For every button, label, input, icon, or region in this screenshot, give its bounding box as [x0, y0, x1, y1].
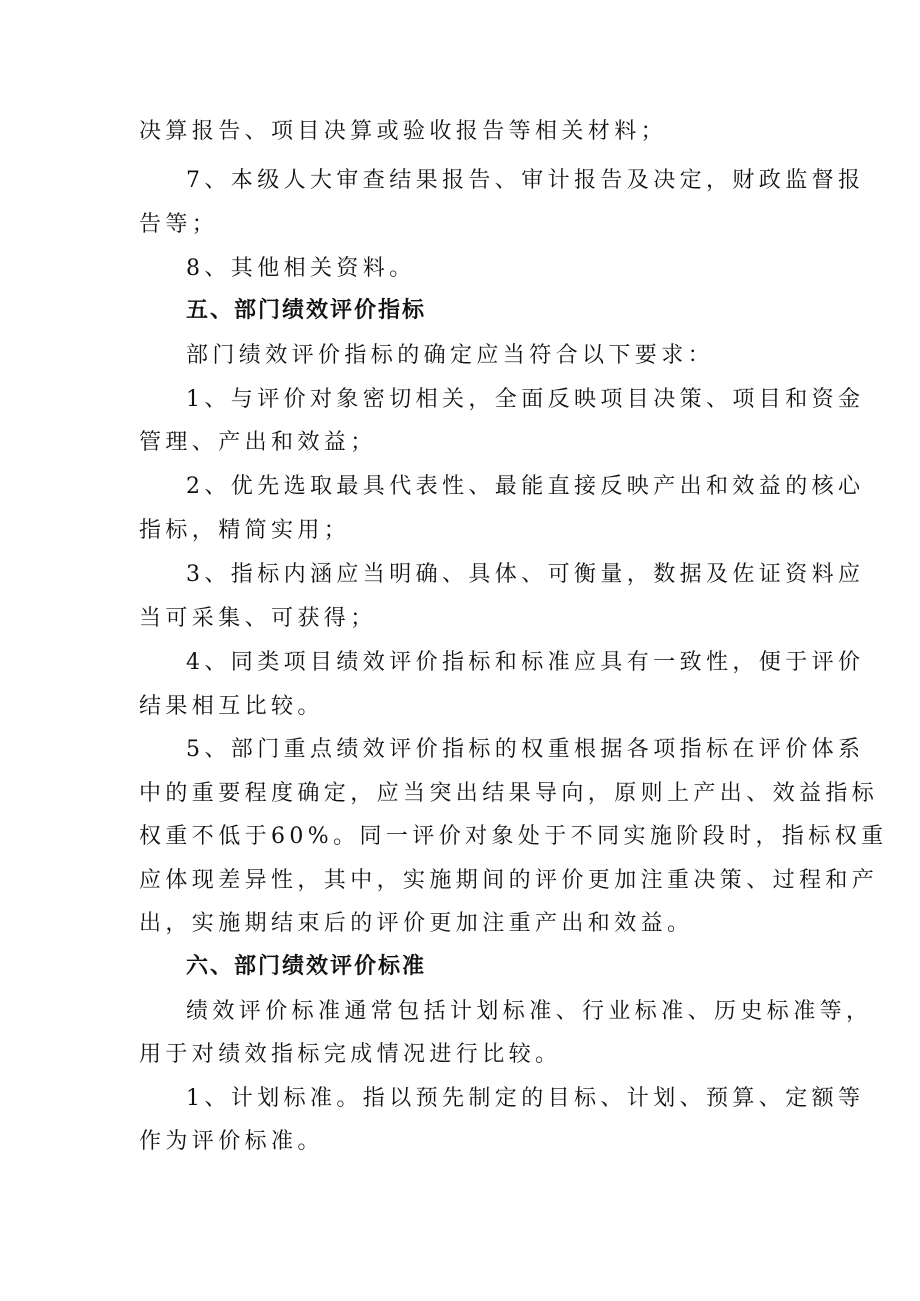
list-item-1: 1、与评价对象密切相关，全面反映项目决策、项目和资金 [186, 387, 865, 412]
list-item-4: 4、同类项目绩效评价指标和标准应具有一致性，便于评价 [186, 650, 865, 675]
paragraph-intro: 部门绩效评价指标的确定应当符合以下要求： [186, 343, 715, 368]
text-line: 决算报告、项目决算或验收报告等相关材料； [139, 119, 668, 144]
text-line: 作为评价标准。 [139, 1129, 324, 1154]
text-line: 权重不低于60%。同一评价对象处于不同实施阶段时，指标权重 [139, 824, 888, 849]
text-line: 告等； [139, 212, 219, 237]
list-item-3: 3、指标内涵应当明确、具体、可衡量，数据及佐证资料应 [186, 562, 865, 587]
section-heading-5: 五、部门绩效评价指标 [186, 298, 427, 323]
list-item-2: 2、优先选取最具代表性、最能直接反映产出和效益的核心 [186, 474, 865, 499]
text-line: 应体现差异性，其中，实施期间的评价更加注重决策、过程和产 [139, 868, 879, 893]
text-line: 当可采集、可获得； [139, 606, 377, 631]
text-line: 用于对绩效指标完成情况进行比较。 [139, 1042, 562, 1067]
text-line: 管理、产出和效益； [139, 430, 377, 455]
section-heading-6: 六、部门绩效评价标准 [186, 954, 427, 979]
text-line: 出，实施期结束后的评价更加注重产出和效益。 [139, 911, 694, 936]
list-item-plan-standard: 1、计划标准。指以预先制定的目标、计划、预算、定额等 [186, 1086, 865, 1111]
list-item-5: 5、部门重点绩效评价指标的权重根据各项指标在评价体系 [186, 737, 865, 762]
list-item-8: 8、其他相关资料。 [186, 256, 416, 281]
text-line: 结果相互比较。 [139, 694, 324, 719]
paragraph-standards: 绩效评价标准通常包括计划标准、行业标准、历史标准等， [186, 999, 873, 1024]
text-line: 中的重要程度确定，应当突出结果导向，原则上产出、效益指标 [139, 781, 879, 806]
text-line: 指标，精简实用； [139, 518, 351, 543]
list-item-7: 7、本级人大审查结果报告、审计报告及决定，财政监督报 [186, 168, 865, 193]
